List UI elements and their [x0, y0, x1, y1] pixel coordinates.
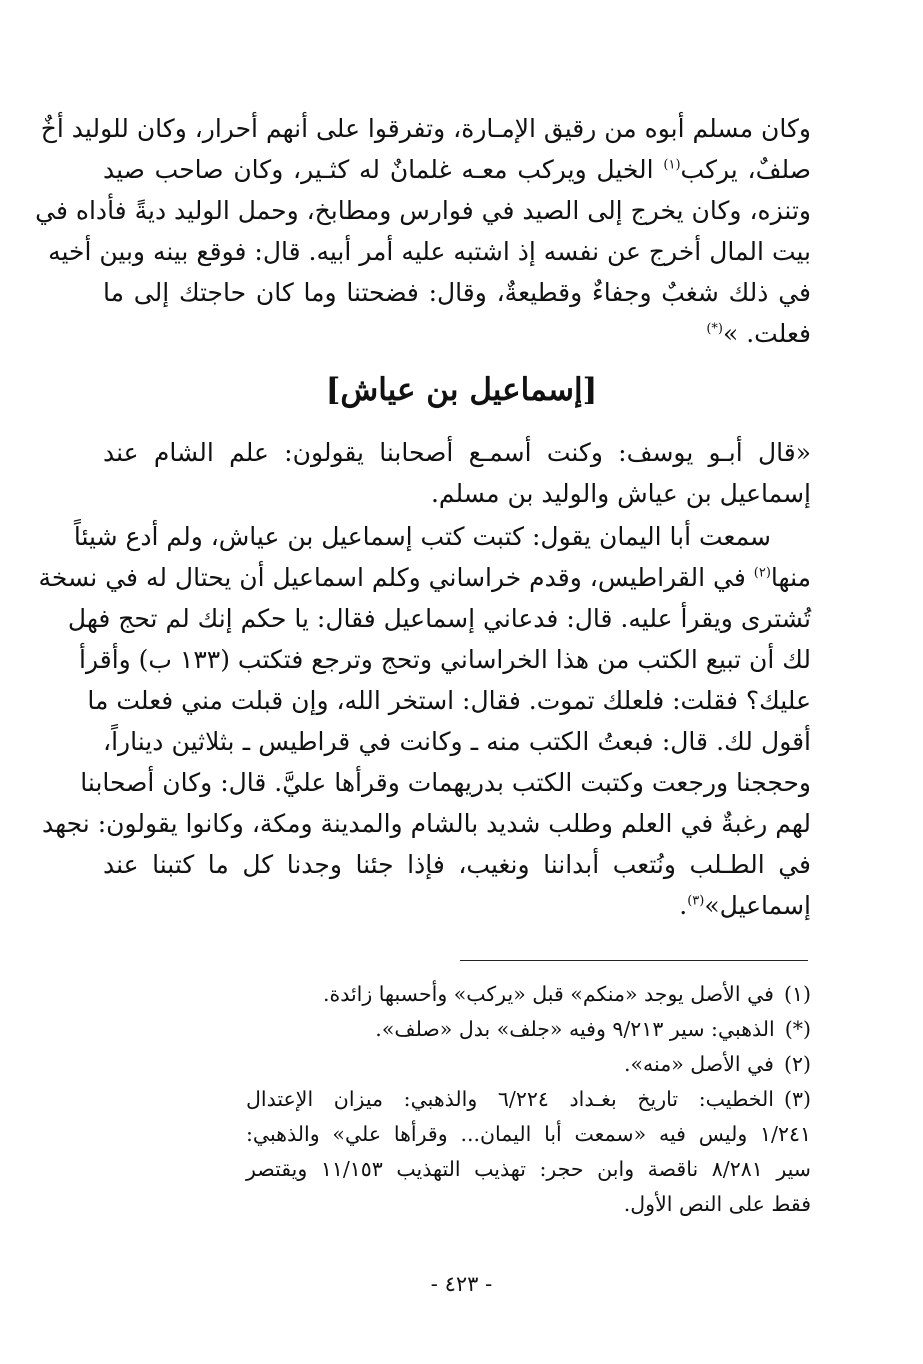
footnote-3-continued	[246, 1187, 811, 1222]
footnote-separator	[460, 960, 808, 961]
text-segment: في القراطيس، وقدم خراساني وكلم اسماعيل أن يحتال له في نسخة	[38, 563, 746, 592]
text-line: بيت المال أخرج عن نفسه إذ اشتبه عليه أمر أبيه. قال: فوقع بينه وبين أخيه	[48, 237, 811, 266]
footnote-2	[246, 1047, 811, 1082]
text-segment: صلفٌ، يركب	[680, 155, 811, 184]
text-segment: فعلت. »	[722, 319, 811, 348]
text-line: أقول لك. قال: فبعتُ الكتب منه ـ وكانت في قراطيس ـ بثلاثين ديناراً،	[103, 727, 811, 756]
paragraph-abu-yusuf	[103, 432, 811, 514]
footnote-star	[246, 1012, 811, 1047]
footnote-text: فقط على النص الأول.	[623, 1192, 811, 1216]
footnote-ref-star: (*)	[706, 321, 723, 337]
text-line: سمعت أبا اليمان يقول: كتبت كتب إسماعيل بن عياش، ولم أدع شيئاً	[73, 522, 771, 551]
footnote-ref-1: (١)	[663, 157, 681, 173]
text-line: لك أن تبيع الكتب من هذا الخراساني وتحج وترجع فتكتب (١٣٣ ب) وأقرأ	[79, 645, 811, 674]
text-line: إسماعيل بن عياش والوليد بن مسلم.	[430, 479, 811, 508]
footnote-ref-2: (٢)	[753, 565, 771, 581]
text-segment: الخيل ويركب معـه غلمانٌ له كثـير، وكان صاحب صيد	[103, 155, 654, 184]
footnote-3	[246, 1082, 811, 1117]
text-segment: .	[679, 891, 688, 920]
footnote-text: ١/٢٤١ وليس فيه «سمعت أبا اليمان... وقرأها علي» والذهبي:	[246, 1122, 811, 1146]
text-line	[103, 313, 811, 354]
footnote-1	[246, 977, 811, 1012]
text-line: «قال أبـو يوسف: وكنت أسمـع أصحابنا يقولون: علم الشام عند	[103, 438, 811, 467]
footnote-3-continued	[246, 1117, 811, 1152]
footnote-text: الذهبي: سير ٩/٢١٣ وفيه «جلف» بدل «صلف».	[375, 1017, 775, 1041]
text-line	[38, 557, 811, 598]
text-segment: منها	[770, 563, 811, 592]
text-line	[103, 885, 811, 926]
footnote-marker: (١)	[783, 982, 811, 1006]
footnote-ref-3: (٣)	[687, 893, 705, 909]
text-line: في ذلك شغبٌ وجفاءٌ وقطيعةٌ، وقال: فضحتنا وما كان حاجتك إلى ما	[103, 278, 811, 307]
footnote-marker: (٢)	[783, 1052, 811, 1076]
text-line	[103, 149, 811, 190]
text-line: وتنزه، وكان يخرج إلى الصيد في فوارس ومطابخ، وحمل الوليد ديةً فأداه في	[35, 196, 811, 225]
footnote-text: في الأصل يوجد «منكم» قبل «يركب» وأحسبها زائدة.	[322, 982, 774, 1006]
footnote-text: في الأصل «منه».	[623, 1052, 774, 1076]
paragraph-abu-al-yaman	[38, 516, 811, 926]
footnote-marker: (٣)	[783, 1087, 811, 1111]
text-line: عليك؟ فقلت: فلعلك تموت. فقال: استخر الله، وإن قبلت مني فعلت ما	[87, 686, 811, 715]
footnote-text: الخطيب: تاريخ بغـداد ٦/٢٢٤ والذهبي: ميزان الإعتدال	[246, 1087, 774, 1111]
text-line: في الطـلب ونُتعب أبداننا ونغيب، فإذا جئنا وجدنا كل ما كتبنا عند	[103, 850, 811, 879]
text-line: تُشترى ويقرأ عليه. قال: فدعاني إسماعيل فقال: يا حكم إنك لم تحج فهل	[67, 604, 811, 633]
text-line: لهم رغبةٌ في العلم وطلب شديد بالشام والمدينة ومكة، وكانوا يقولون: نجهد	[42, 809, 811, 838]
paragraph-walid	[35, 108, 811, 354]
footnote-3-continued	[246, 1152, 811, 1187]
footnote-text: سير ٨/٢٨١ ناقصة وابن حجر: تهذيب التهذيب ١١/١٥٣ ويقتصر	[246, 1157, 811, 1181]
page-number: - ٤٢٣ -	[430, 1272, 493, 1296]
section-heading: [إسماعيل بن عياش]	[325, 372, 598, 408]
footnote-marker: (*)	[784, 1017, 811, 1041]
text-line: وكان مسلم أبوه من رقيق الإمـارة، وتفرقوا على أنهم أحرار، وكان للوليد أخٌ	[40, 114, 811, 143]
text-line: وحججنا ورجعت وكتبت الكتب بدريهمات وقرأها عليَّ. قال: وكان أصحابنا	[80, 768, 811, 797]
footnotes	[246, 977, 811, 1222]
text-segment: إسماعيل»	[704, 891, 811, 920]
